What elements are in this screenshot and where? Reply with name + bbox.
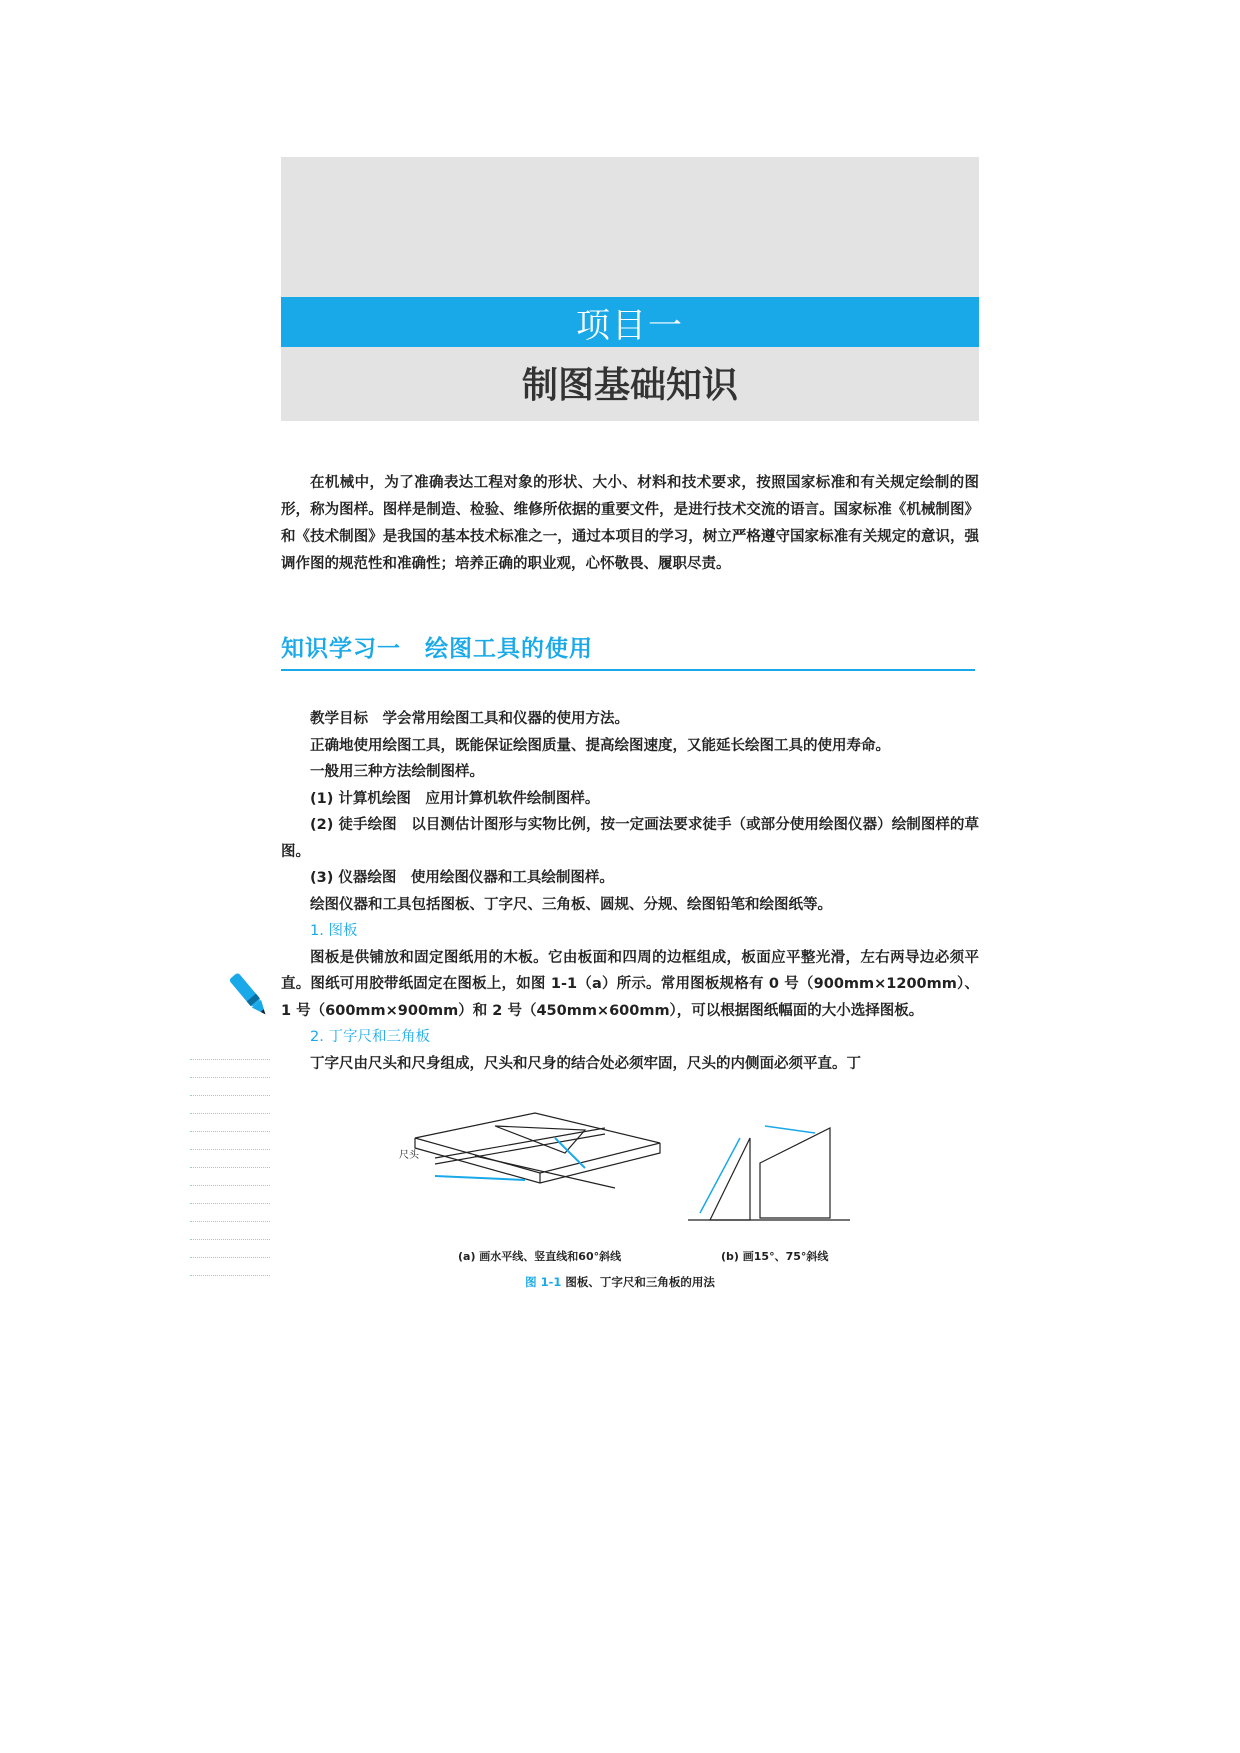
paragraph: (1) 计算机绘图 应用计算机软件绘制图样。 <box>310 790 600 807</box>
subheading-t-square: 2. 丁字尺和三角板 <box>310 1029 430 1045</box>
section-heading <box>281 630 975 671</box>
pen-icon <box>228 968 272 1028</box>
subheading-drawing-board: 1. 图板 <box>310 923 358 939</box>
intro-text: 在机械中，为了准确表达工程对象的形状、大小、材料和技术要求，按照国家标准和有关规定绘制的图形，称为图样。图样是制造、检验、维修所依据的重要文件，是进行技术交流的语言。国家标准《机械制图》和《技术制图》是我国的基本技术标准之一，通过本项目的学习，树立严格遵守国家标准有关规定的意识，强调作图的规范性和准确性；培养正确的职业观，心怀敬畏、履职尽责。 <box>281 475 979 572</box>
chapter-banner <box>281 157 979 421</box>
margin-note-lines <box>190 1042 270 1276</box>
paragraph: 一般用三种方法绘制图样。 <box>310 764 484 780</box>
paragraph: 正确地使用绘图工具，既能保证绘图质量、提高绘图速度，又能延长绘图工具的使用寿命。 <box>310 737 890 754</box>
caption-b: (b) 画15°、75°斜线 <box>721 1250 829 1263</box>
teaching-goal: 教学目标 学会常用绘图工具和仪器的使用方法。 <box>310 711 629 727</box>
paragraph: (3) 仪器绘图 使用绘图仪器和工具绘制图样。 <box>310 870 614 886</box>
figure-number: 图 1-1 <box>525 1275 562 1289</box>
figure-1-1 <box>399 1108 865 1268</box>
paragraph: 丁字尺由尺头和尺身组成，尺头和尺身的结合处必须牢固，尺头的内侧面必须平直。丁 <box>310 1055 861 1072</box>
project-label: 项目一 <box>576 305 684 346</box>
paragraph: 绘图仪器和工具包括图板、丁字尺、三角板、圆规、分规、绘图铅笔和绘图纸等。 <box>310 896 832 913</box>
caption-a: (a) 画水平线、竖直线和60°斜线 <box>458 1250 622 1263</box>
paragraph: 图板是供铺放和固定图纸用的木板。它由板面和四周的边框组成，板面应平整光滑，左右两导边必须平直。图纸可用胶带纸固定在图板上，如图 1-1（a）所示。常用图板规格有 0 号（900mm×1200mm）、1 号（600mm×900mm）和 2 号（450mm×600mm），可以根据图纸幅面的大小选择图板。 <box>281 949 979 1019</box>
chapter-title: 制图基础知识 <box>521 364 738 406</box>
figure-drawing <box>405 1108 865 1248</box>
paragraph: (2) 徒手绘图 以目测估计图形与实物比例，按一定画法要求徒手（或部分使用绘图仪器）绘制图样的草图。 <box>281 817 979 860</box>
intro-paragraph <box>281 470 979 578</box>
figure-label-ruler-head: 尺头 <box>399 1150 419 1161</box>
figure-title-text: 图板、丁字尺和三角板的用法 <box>565 1275 715 1289</box>
figure-title <box>0 1274 1240 1290</box>
project-bar <box>281 297 979 347</box>
body-text <box>281 706 979 1077</box>
section-title: 知识学习一 绘图工具的使用 <box>281 636 593 662</box>
